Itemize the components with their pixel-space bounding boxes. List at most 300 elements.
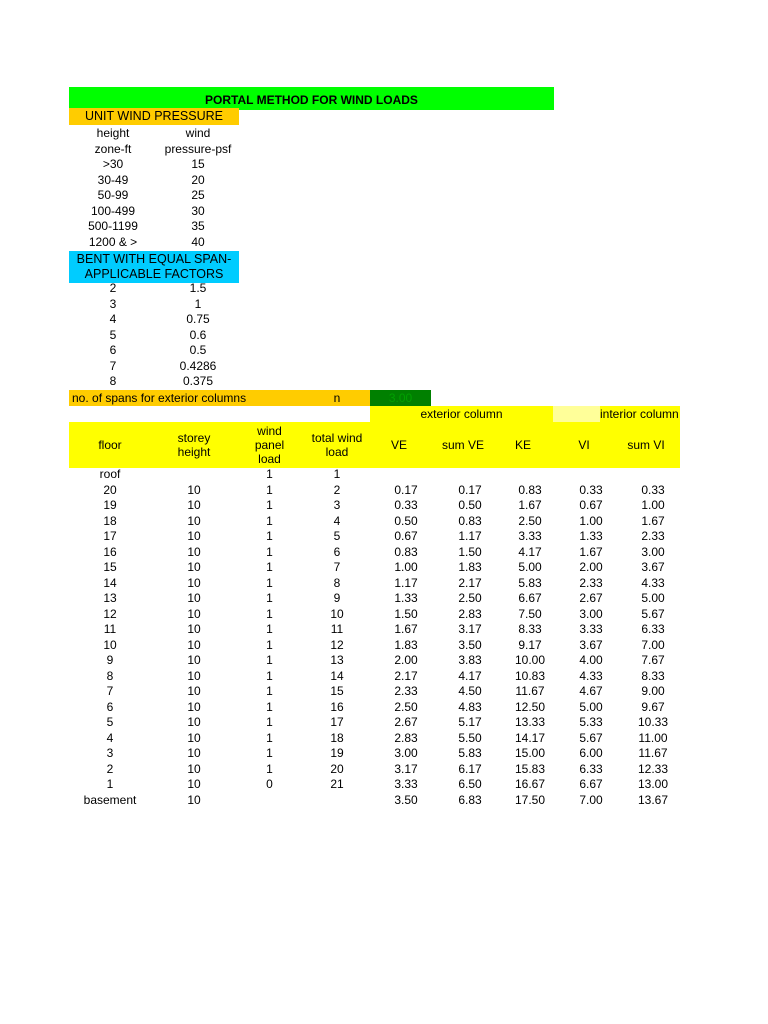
storey-height-cell[interactable]: 10 (187, 513, 201, 528)
exterior-column-header: exterior column (370, 406, 553, 422)
vi-cell[interactable]: 2.00 (579, 560, 603, 574)
storey-height-cell[interactable]: 10 (187, 715, 201, 729)
total-wind-load-cell[interactable]: 4 (333, 513, 341, 528)
sum-ve-cell[interactable]: 4.83 (458, 699, 482, 714)
wind-pressure-row (69, 219, 239, 235)
sum-ve-cell[interactable]: 5.83 (458, 746, 482, 760)
pressure-cell: 35 (191, 219, 205, 233)
bent-factor-row (69, 328, 239, 344)
sum-vi-cell[interactable]: 1.00 (641, 498, 665, 512)
floor-cell[interactable]: 11 (103, 622, 117, 636)
factor-cell: 1.5 (189, 281, 207, 295)
ke-cell[interactable]: 11.67 (515, 684, 545, 698)
table-row (69, 483, 684, 499)
vi-cell[interactable]: 5.00 (579, 699, 603, 714)
pressure-cell: 40 (191, 234, 205, 249)
ve-cell[interactable]: 0.67 (394, 529, 418, 543)
vi-cell[interactable]: 3.00 (579, 606, 603, 621)
total-wind-load-cell[interactable]: 6 (333, 544, 341, 559)
sum-vi-cell[interactable]: 5.67 (641, 606, 665, 621)
ke-header (493, 422, 553, 468)
vi-cell[interactable]: 2.33 (579, 575, 603, 590)
ve-cell[interactable]: 0.17 (394, 482, 418, 497)
total-wind-load-cell[interactable] (302, 793, 372, 809)
sum-ve-cell[interactable]: 0.50 (458, 498, 482, 512)
height-zone-cell: 100-499 (90, 203, 136, 218)
storey-height-cell[interactable]: 10 (187, 637, 201, 652)
sum-vi-cell[interactable]: 3.00 (641, 544, 665, 559)
span-count-cell: 2 (109, 281, 117, 295)
sum-ve-cell[interactable]: 5.50 (458, 730, 482, 745)
sum-vi-cell[interactable]: 1.67 (641, 513, 665, 528)
sum-vi-cell[interactable]: 3.67 (641, 560, 665, 574)
ke-cell[interactable]: 3.33 (518, 529, 542, 543)
panel-header-line-3: load (258, 452, 281, 466)
factor-cell: 0.6 (189, 327, 207, 342)
floor-cell[interactable]: 15 (103, 560, 117, 574)
storey-height-cell[interactable] (151, 467, 237, 483)
height-zone-cell: 1200 & > (88, 234, 138, 249)
storey-height-cell[interactable]: 10 (187, 699, 201, 714)
storey-height-cell[interactable]: 10 (187, 730, 201, 745)
wind-pressure-header: pressure-psf (164, 141, 232, 156)
ve-cell[interactable]: 1.50 (394, 606, 418, 621)
sum-ve-cell[interactable]: 1.17 (458, 529, 482, 543)
wind-panel-load-cell[interactable]: 0 (266, 777, 273, 791)
sum-ve-cell[interactable]: 1.83 (458, 560, 482, 574)
sum-ve-cell[interactable]: 2.17 (458, 575, 482, 590)
table-row (69, 715, 684, 731)
floor-cell[interactable]: 18 (103, 513, 117, 528)
vi-cell[interactable]: 5.67 (579, 730, 603, 745)
wind-panel-load-cell[interactable]: 1 (266, 637, 273, 652)
sum-ve-cell[interactable]: 3.50 (458, 637, 482, 652)
ke-cell[interactable]: 15.83 (514, 761, 546, 776)
sum-vi-cell[interactable]: 10.33 (637, 715, 669, 729)
ke-cell[interactable] (500, 467, 560, 483)
floor-cell[interactable]: 8 (106, 668, 114, 683)
table-row (69, 684, 684, 700)
floor-cell[interactable]: basement (83, 792, 137, 807)
sum-vi-cell[interactable] (622, 467, 684, 483)
wind-panel-load-cell[interactable]: 1 (266, 467, 273, 481)
wind-pressure-header: wind (185, 126, 211, 140)
table-row (69, 731, 684, 747)
sum-vi-cell[interactable]: 13.00 (637, 777, 669, 791)
sum-ve-cell[interactable]: 3.17 (458, 622, 482, 636)
wind-panel-load-cell[interactable]: 1 (266, 529, 273, 543)
sheet-title: PORTAL METHOD FOR WIND LOADS (69, 87, 554, 110)
ke-cell[interactable]: 0.83 (518, 482, 542, 497)
total-wind-load-header (302, 422, 372, 468)
sum-ve-cell[interactable]: 6.17 (458, 761, 482, 776)
floor-cell[interactable]: 6 (106, 699, 114, 714)
vi-cell[interactable]: 4.00 (579, 653, 603, 667)
total-wind-load-cell[interactable]: 13 (330, 653, 344, 667)
total-wind-load-cell[interactable]: 11 (330, 622, 344, 636)
sum-ve-cell[interactable]: 1.50 (458, 544, 482, 559)
ve-cell[interactable]: 2.00 (394, 653, 418, 667)
height-zone-cell: >30 (102, 157, 124, 171)
storey-height-cell[interactable]: 10 (187, 622, 201, 636)
sum-vi-cell[interactable]: 7.00 (641, 637, 665, 652)
bent-header-line-1: BENT WITH EQUAL SPAN- (76, 252, 232, 266)
sum-ve-cell[interactable]: 5.17 (458, 715, 482, 729)
wind-panel-load-cell[interactable]: 1 (266, 575, 273, 590)
sum-ve-cell[interactable]: 4.50 (458, 684, 482, 698)
table-row (69, 669, 684, 685)
table-row (69, 576, 684, 592)
table-row (69, 777, 684, 793)
floor-cell[interactable]: 9 (106, 653, 114, 667)
total-wind-load-cell[interactable]: 18 (330, 730, 344, 745)
factor-cell: 0.5 (189, 343, 207, 357)
sum-vi-cell[interactable]: 13.67 (637, 792, 669, 807)
ke-cell[interactable]: 14.17 (514, 730, 546, 745)
wind-panel-load-cell[interactable]: 1 (266, 715, 273, 729)
wind-pressure-table (69, 126, 239, 250)
ve-cell[interactable]: 0.33 (394, 498, 418, 512)
interior-column-spacer (553, 406, 600, 422)
vi-header (553, 422, 615, 468)
sum-ve-cell[interactable]: 2.50 (458, 591, 482, 605)
total-wind-load-cell[interactable]: 9 (333, 591, 341, 605)
ve-header (365, 422, 433, 468)
bent-header-line-2: APPLICABLE FACTORS (84, 267, 224, 281)
floor-cell[interactable]: 10 (103, 637, 117, 652)
vi-cell[interactable]: 2.67 (579, 591, 603, 605)
floor-cell[interactable]: 17 (103, 529, 117, 543)
sum-vi-cell[interactable]: 12.33 (637, 761, 669, 776)
wind-pressure-row (69, 204, 239, 220)
ve-cell[interactable]: 2.67 (394, 715, 418, 729)
floor-cell[interactable]: 5 (106, 715, 114, 729)
wind-pressure-row (69, 173, 239, 189)
spans-n-label: n (333, 391, 341, 405)
vi-cell[interactable]: 5.33 (579, 715, 603, 729)
floor-header (69, 422, 151, 468)
wind-pressure-header-row-1 (69, 126, 239, 142)
wind-panel-load-cell[interactable]: 1 (266, 653, 273, 667)
vi-cell[interactable]: 1.67 (579, 544, 603, 559)
total-wind-load-cell[interactable]: 20 (330, 761, 344, 776)
ve-cell[interactable]: 1.83 (394, 637, 418, 652)
floor-cell[interactable]: 19 (103, 498, 117, 512)
ve-cell[interactable]: 3.50 (394, 792, 418, 807)
table-row (69, 638, 684, 654)
wind-panel-load-cell[interactable]: 1 (266, 498, 273, 512)
factor-cell: 1 (194, 296, 202, 311)
sum-vi-cell[interactable]: 6.33 (641, 622, 665, 636)
wind-panel-load-cell[interactable]: 1 (266, 761, 273, 776)
factor-cell: 0.375 (182, 374, 214, 388)
bent-factors-table (69, 281, 239, 390)
bent-factors-header (69, 251, 239, 283)
ke-header-label: KE (514, 438, 531, 452)
spans-label: no. of spans for exterior columns (72, 391, 247, 405)
total-wind-load-cell[interactable]: 15 (330, 684, 344, 698)
ke-cell[interactable]: 1.67 (518, 498, 542, 512)
span-count-cell: 3 (109, 296, 117, 311)
ve-cell[interactable]: 0.50 (394, 513, 418, 528)
sum-vi-cell[interactable]: 9.00 (641, 684, 665, 698)
bent-factor-row (69, 312, 239, 328)
total-wind-load-cell[interactable]: 21 (330, 777, 344, 791)
sum-vi-cell[interactable]: 11.67 (638, 746, 668, 760)
storey-height-cell[interactable]: 10 (187, 575, 201, 590)
ve-cell[interactable]: 2.50 (394, 699, 418, 714)
ke-cell[interactable]: 9.17 (518, 637, 542, 652)
table-row (69, 653, 684, 669)
sum-vi-cell[interactable]: 7.67 (641, 653, 665, 667)
storey-height-cell[interactable]: 10 (187, 777, 201, 791)
ve-cell[interactable]: 1.17 (394, 575, 418, 590)
height-zone-cell: 30-49 (97, 172, 129, 187)
bent-factor-row (69, 281, 239, 297)
storey-height-cell[interactable]: 10 (187, 746, 201, 760)
total-wind-load-cell[interactable]: 1 (333, 467, 341, 481)
span-count-cell: 8 (109, 374, 117, 388)
total-header-line-2: load (325, 445, 349, 459)
floor-cell[interactable]: 7 (106, 684, 114, 698)
total-wind-load-cell[interactable]: 3 (333, 498, 341, 512)
sum-vi-cell[interactable]: 9.67 (641, 699, 665, 714)
storey-height-cell[interactable]: 10 (187, 792, 201, 807)
floor-cell[interactable]: 12 (103, 606, 117, 621)
ke-cell[interactable]: 4.17 (518, 544, 542, 559)
storey-height-cell[interactable]: 10 (187, 560, 201, 574)
wind-panel-load-cell[interactable]: 1 (266, 684, 273, 698)
table-row (69, 467, 684, 483)
sum-ve-cell[interactable]: 0.17 (458, 482, 482, 497)
storey-height-cell[interactable]: 10 (187, 668, 201, 683)
sum-ve-cell[interactable]: 6.83 (458, 792, 482, 807)
ke-cell[interactable]: 8.33 (518, 622, 542, 636)
floor-cell[interactable]: 2 (106, 761, 114, 776)
span-count-cell: 6 (109, 343, 117, 357)
span-count-cell: 4 (109, 312, 117, 326)
ve-cell[interactable]: 0.83 (394, 544, 418, 559)
unit-wind-pressure-header: UNIT WIND PRESSURE (69, 108, 239, 125)
span-count-cell: 5 (109, 327, 117, 342)
vi-cell[interactable]: 3.67 (579, 637, 603, 652)
bent-factor-row (69, 297, 239, 313)
storey-height-cell[interactable]: 10 (187, 482, 201, 497)
height-zone-cell: 50-99 (97, 188, 129, 202)
table-row (69, 514, 684, 530)
sum-vi-cell[interactable]: 0.33 (641, 482, 665, 497)
ke-cell[interactable]: 10.83 (514, 668, 546, 683)
storey-height-cell[interactable]: 10 (187, 529, 201, 543)
sum-ve-header-label: sum VE (441, 438, 484, 452)
ke-cell[interactable]: 7.50 (518, 606, 542, 621)
total-wind-load-cell[interactable]: 16 (330, 699, 344, 714)
ke-cell[interactable]: 2.50 (518, 513, 542, 528)
vi-cell[interactable] (560, 467, 622, 483)
ve-cell[interactable]: 3.00 (394, 746, 418, 760)
ke-cell[interactable]: 5.00 (518, 560, 542, 574)
floor-cell[interactable]: 14 (103, 575, 117, 590)
ke-cell[interactable]: 16.67 (514, 777, 546, 791)
ve-cell[interactable]: 1.33 (394, 591, 418, 605)
pressure-cell: 30 (191, 203, 205, 218)
total-wind-load-cell[interactable]: 10 (330, 606, 344, 621)
floor-cell[interactable]: 13 (103, 591, 117, 605)
wind-panel-load-cell[interactable]: 1 (266, 513, 273, 528)
portal-method-table (69, 467, 684, 808)
span-count-cell: 7 (109, 358, 117, 373)
height-zone-cell: 500-1199 (88, 219, 138, 233)
interior-column-header: interior column (600, 407, 679, 421)
total-wind-load-cell[interactable]: 17 (330, 715, 344, 729)
ve-cell[interactable]: 2.83 (394, 730, 418, 745)
total-wind-load-cell[interactable]: 19 (330, 746, 344, 760)
wind-panel-load-cell[interactable]: 1 (266, 591, 273, 605)
sum-ve-cell[interactable]: 6.50 (458, 777, 482, 791)
wind-panel-load-cell[interactable]: 1 (266, 746, 273, 760)
wind-panel-load-cell[interactable]: 1 (266, 544, 273, 559)
panel-header-line-1: wind (257, 424, 282, 438)
height-zone-header: zone-ft (94, 141, 132, 156)
vi-cell[interactable]: 7.00 (579, 792, 603, 807)
vi-cell[interactable]: 0.33 (579, 482, 603, 497)
table-row (69, 746, 684, 762)
ve-cell[interactable]: 3.17 (394, 761, 418, 776)
table-row (69, 622, 684, 638)
vi-cell[interactable]: 4.33 (579, 668, 603, 683)
ke-cell[interactable]: 6.67 (518, 591, 542, 605)
table-row (69, 498, 684, 514)
table-row (69, 793, 684, 809)
storey-height-header (151, 422, 237, 468)
storey-height-cell[interactable]: 10 (187, 591, 201, 605)
ve-cell[interactable]: 1.00 (394, 560, 418, 574)
floor-cell[interactable]: 20 (103, 482, 117, 497)
table-row (69, 560, 684, 576)
sum-ve-cell[interactable]: 0.83 (458, 513, 482, 528)
spans-value-cell[interactable]: 3.00 (370, 390, 431, 406)
storey-height-cell[interactable]: 10 (187, 498, 201, 512)
total-wind-load-cell[interactable]: 2 (333, 482, 341, 497)
ve-cell[interactable]: 2.33 (394, 684, 418, 698)
wind-pressure-row (69, 157, 239, 173)
bent-factor-row (69, 359, 239, 375)
vi-cell[interactable]: 3.33 (579, 622, 603, 636)
wind-panel-load-cell[interactable]: 1 (266, 730, 273, 745)
vi-cell[interactable]: 0.67 (579, 498, 603, 512)
total-wind-load-cell[interactable]: 14 (330, 668, 344, 683)
sum-vi-header-label: sum VI (627, 438, 665, 452)
storey-height-cell[interactable]: 10 (187, 606, 201, 621)
total-wind-load-cell[interactable]: 8 (333, 575, 341, 590)
sum-vi-cell[interactable]: 4.33 (641, 575, 665, 590)
wind-panel-load-cell[interactable]: 1 (266, 699, 273, 714)
ke-cell[interactable]: 12.50 (514, 699, 546, 714)
factor-cell: 0.4286 (179, 358, 217, 373)
sum-vi-cell[interactable]: 8.33 (641, 668, 665, 683)
wind-panel-load-header (237, 422, 302, 468)
table-row (69, 591, 684, 607)
table-row (69, 700, 684, 716)
ve-cell[interactable]: 1.67 (394, 622, 418, 636)
vi-header-label: VI (578, 438, 590, 452)
pressure-cell: 20 (191, 172, 205, 187)
pressure-cell: 25 (191, 188, 205, 202)
factor-cell: 0.75 (186, 312, 210, 326)
wind-panel-load-cell[interactable]: 1 (266, 668, 273, 683)
vi-cell[interactable]: 4.67 (579, 684, 603, 698)
wind-panel-load-cell[interactable]: 1 (266, 622, 273, 636)
wind-panel-load-cell[interactable] (237, 793, 302, 809)
sum-ve-cell[interactable]: 4.17 (458, 668, 482, 683)
sum-vi-cell[interactable]: 2.33 (641, 529, 665, 543)
ve-header-label: VE (390, 438, 407, 452)
storey-height-cell[interactable]: 10 (187, 544, 201, 559)
ke-cell[interactable]: 15.00 (514, 746, 546, 760)
vi-cell[interactable]: 6.33 (579, 761, 603, 776)
ke-cell[interactable]: 13.33 (514, 715, 546, 729)
total-wind-load-cell[interactable]: 7 (333, 560, 341, 574)
ve-cell[interactable]: 3.33 (394, 777, 418, 791)
vi-cell[interactable]: 6.00 (579, 746, 603, 760)
ve-cell[interactable]: 2.17 (394, 668, 418, 683)
table-row (69, 607, 684, 623)
wind-pressure-row (69, 235, 239, 251)
total-wind-load-cell[interactable]: 5 (333, 529, 341, 543)
storey-header-line-2: height (177, 445, 211, 459)
total-wind-load-cell[interactable]: 12 (330, 637, 344, 652)
ke-cell[interactable]: 5.83 (518, 575, 542, 590)
storey-height-cell[interactable]: 10 (187, 684, 201, 698)
ke-cell[interactable]: 10.00 (514, 653, 546, 667)
vi-cell[interactable]: 6.67 (579, 777, 603, 791)
sum-ve-cell[interactable]: 2.83 (458, 606, 482, 621)
wind-panel-load-cell[interactable]: 1 (266, 606, 273, 621)
wind-pressure-header-row-2 (69, 142, 239, 158)
ve-cell[interactable] (372, 467, 440, 483)
floor-cell[interactable]: 3 (106, 746, 114, 760)
vi-cell[interactable]: 1.33 (579, 529, 603, 543)
wind-pressure-row (69, 188, 239, 204)
panel-header-line-2: panel (254, 438, 285, 452)
sum-vi-header (615, 422, 677, 468)
bent-factor-row (69, 343, 239, 359)
vi-cell[interactable]: 1.00 (579, 513, 603, 528)
total-header-line-1: total wind (311, 431, 363, 445)
sum-ve-cell[interactable] (440, 467, 500, 483)
floor-header-label: floor (98, 438, 122, 452)
table-row (69, 545, 684, 561)
storey-header-line-1: storey (177, 431, 211, 445)
wind-panel-load-cell[interactable]: 1 (266, 560, 273, 574)
floor-cell[interactable]: 4 (106, 730, 114, 745)
sum-ve-header (433, 422, 493, 468)
storey-height-cell[interactable]: 10 (187, 761, 201, 776)
sum-vi-cell[interactable]: 5.00 (641, 591, 665, 605)
sum-ve-cell[interactable]: 3.83 (458, 653, 482, 667)
floor-cell[interactable]: roof (99, 467, 121, 481)
wind-panel-load-cell[interactable]: 1 (266, 482, 273, 497)
pressure-cell: 15 (191, 157, 205, 171)
floor-cell[interactable]: 16 (103, 544, 117, 559)
floor-cell[interactable]: 1 (106, 777, 114, 791)
ke-cell[interactable]: 17.50 (514, 792, 546, 807)
height-zone-header: height (96, 126, 130, 140)
table-row (69, 762, 684, 778)
sum-vi-cell[interactable]: 11.00 (638, 730, 668, 745)
storey-height-cell[interactable]: 10 (187, 653, 201, 667)
bent-factor-row (69, 374, 239, 390)
